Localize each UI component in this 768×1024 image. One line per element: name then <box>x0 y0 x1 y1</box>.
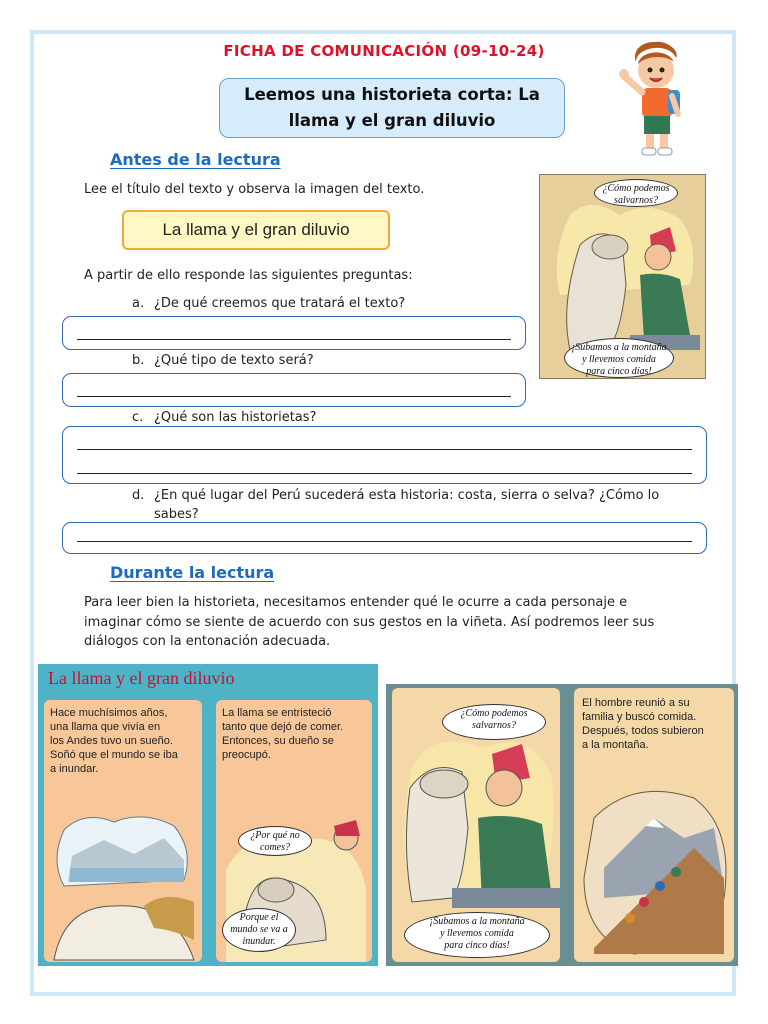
thumb-question-bubble <box>594 179 678 207</box>
bubble-line: Porque el <box>239 912 279 923</box>
panel-4-line: Después, todos subieron <box>582 725 704 737</box>
question-d <box>132 486 692 524</box>
lesson-title-box <box>219 78 565 138</box>
antes-prompt: A partir de ello responde las siguientes preguntas: <box>84 268 413 283</box>
question-c-text: ¿Qué son las historietas? <box>154 410 317 425</box>
thumb-answer-bubble <box>564 338 674 378</box>
answer-box-d[interactable] <box>62 522 707 554</box>
answer-box-b[interactable] <box>62 373 526 407</box>
worksheet-title: FICHA DE COMUNICACIÓN (09-10-24) <box>223 42 545 60</box>
panel-2-line: tanto que dejó de comer. <box>222 721 344 733</box>
thumb-bubble-line: salvarnos? <box>614 195 658 206</box>
bubble-line: ¿Cómo podemos <box>460 708 528 719</box>
comic-panel-3 <box>392 688 560 962</box>
question-c-letter: c. <box>132 410 144 425</box>
bubble-line: comes? <box>260 842 290 853</box>
panel-1-text <box>50 706 200 776</box>
bubble-line: para cinco días! <box>444 940 510 951</box>
durante-heading: Durante la lectura <box>110 563 275 582</box>
bubble-line: mundo se va a <box>230 924 288 935</box>
panel-2-answer-bubble <box>222 908 296 952</box>
answer-line <box>77 339 511 340</box>
dreaming-llama-illustration <box>44 810 202 962</box>
comic-panel-1 <box>44 700 202 962</box>
panel-1-line: los Andes tuvo un sueño. <box>50 735 173 747</box>
comic-panel-2 <box>216 700 372 962</box>
panel-3-answer-bubble <box>404 912 550 958</box>
story-name-box: La llama y el gran diluvio <box>122 210 390 250</box>
durante-line: imaginar cómo se siente de acuerdo con sus gestos en la viñeta. Así podremos leer sus <box>84 614 655 630</box>
comic-thumbnail <box>539 174 706 379</box>
thumb-bubble-line: ¿Cómo podemos <box>602 183 670 194</box>
comic-strip-right <box>386 684 738 966</box>
panel-4-line: familia y buscó comida. <box>582 711 697 723</box>
bubble-line: salvarnos? <box>472 720 516 731</box>
answer-line <box>77 396 511 397</box>
answer-line <box>77 473 692 474</box>
panel-4-line: El hombre reunió a su <box>582 697 690 709</box>
comic-panel-4 <box>574 688 734 962</box>
panel-3-question-bubble <box>442 704 546 740</box>
panel-2-line: La llama se entristeció <box>222 707 332 719</box>
answer-box-c[interactable] <box>62 426 707 484</box>
question-d-text-cont: sabes? <box>154 507 199 522</box>
question-b-letter: b. <box>132 353 145 368</box>
lesson-title-line2: llama y el gran diluvio <box>288 111 496 130</box>
panel-1-line: Hace muchísimos años, <box>50 707 168 719</box>
durante-line: Para leer bien la historieta, necesitamos entender qué le ocurre a cada personaje e <box>84 595 628 610</box>
comic-strip-left <box>38 664 378 966</box>
question-d-text: ¿En qué lugar del Perú sucederá esta historia: costa, sierra o selva? ¿Cómo lo <box>154 488 660 503</box>
durante-paragraph <box>84 593 654 652</box>
thumb-bubble-line: para cinco días! <box>586 366 652 377</box>
panel-4-text <box>582 696 732 752</box>
question-d-letter: d. <box>132 488 145 503</box>
question-b <box>132 351 314 370</box>
answer-box-a[interactable] <box>62 316 526 350</box>
question-b-text: ¿Qué tipo de texto será? <box>154 353 314 368</box>
question-a-text: ¿De qué creemos que tratará el texto? <box>154 296 406 311</box>
answer-line <box>77 541 692 542</box>
bubble-line: y llevemos comida <box>440 928 514 939</box>
lesson-title-line1: Leemos una historieta corta: La <box>244 85 540 104</box>
antes-instruction: Lee el título del texto y observa la imagen del texto. <box>84 182 425 197</box>
panel-2-text <box>222 706 370 762</box>
thumb-bubble-line: y llevemos comida <box>582 354 656 365</box>
panel-2-line: preocupó. <box>222 749 271 761</box>
panel-1-line: a inundar. <box>50 763 99 775</box>
question-c <box>132 408 316 427</box>
antes-heading: Antes de la lectura <box>110 150 281 169</box>
bubble-line: inundar. <box>242 936 276 947</box>
thumb-bubble-line: ¡Subamos a la montaña <box>571 342 667 353</box>
panel-1-line: Soñó que el mundo se iba <box>50 749 178 761</box>
panel-2-line: Entonces, su dueño se <box>222 735 334 747</box>
panel-2-question-bubble <box>238 826 312 856</box>
bubble-line: ¿Por qué no <box>250 830 300 841</box>
question-a-letter: a. <box>132 296 145 311</box>
child-illustration <box>618 40 698 158</box>
answer-line <box>77 449 692 450</box>
mountain-climb-illustration <box>574 778 734 962</box>
bubble-line: ¡Subamos a la montaña <box>429 916 525 927</box>
comic-strip-title: La llama y el gran diluvio <box>48 668 235 688</box>
panel-1-line: una llama que vivía en <box>50 721 161 733</box>
question-a <box>132 294 405 313</box>
durante-line: diálogos con la entonación adecuada. <box>84 634 331 649</box>
panel-4-line: a la montaña. <box>582 739 649 751</box>
